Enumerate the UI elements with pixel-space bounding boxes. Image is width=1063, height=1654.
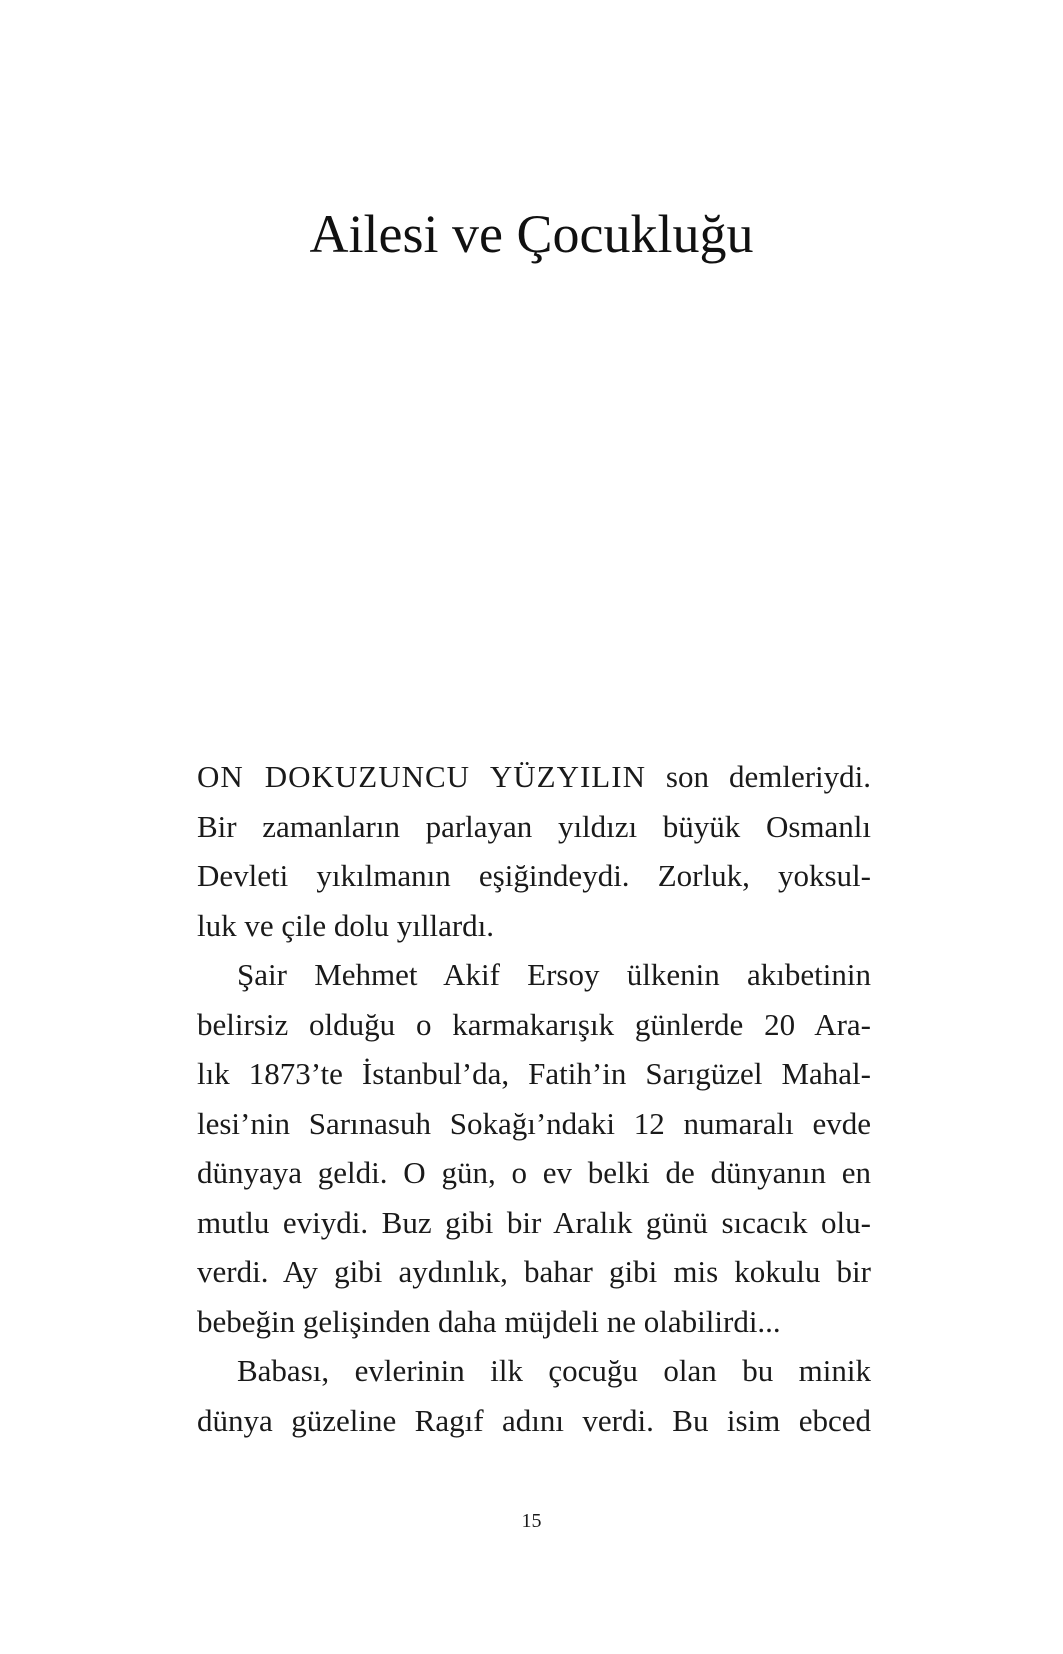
text-line: bebeğin gelişinden daha müjdeli ne olabilirdi... [197, 1303, 781, 1339]
text-line-fragment: son demleriydi. [645, 759, 871, 794]
text-line: lesi’nin Sarınasuh Sokağı’ndaki 12 numaralı evde [197, 1105, 871, 1141]
text-line: Babası, evlerinin ilk çocuğu olan bu minik [237, 1353, 871, 1388]
text-line [197, 752, 871, 802]
opening-small-caps: ON DOKUZUNCU YÜZYILIN [197, 759, 646, 794]
text-line: luk ve çile dolu yıllardı. [197, 907, 495, 943]
paragraph-2 [197, 950, 871, 1346]
paragraph-3 [197, 1346, 871, 1445]
text-line: Şair Mehmet Akif Ersoy ülkenin akıbetinin [237, 957, 871, 992]
text-line: lık 1873’te İstanbul’da, Fatih’in Sarıgüzel Mahal- [197, 1056, 871, 1091]
text-line: verdi. Ay gibi aydınlık, bahar gibi mis kokulu bir [197, 1254, 871, 1289]
text-line: belirsiz olduğu o karmakarışık günlerde 20 Ara- [197, 1006, 871, 1042]
paragraph-1 [197, 752, 871, 950]
chapter-title: Ailesi ve Çocukluğu [309, 204, 754, 264]
text-line: Bir zamanların parlayan yıldızı büyük Osmanlı [197, 808, 871, 844]
text-line: dünya güzeline Ragıf adını verdi. Bu isim ebced [197, 1402, 871, 1438]
text-line: mutlu eviydi. Buz gibi bir Aralık günü sıcacık olu- [197, 1204, 871, 1240]
body-text [197, 752, 871, 1445]
text-line: dünyaya geldi. O gün, o ev belki de dünyanın en [197, 1155, 871, 1190]
page-number: 15 [521, 1510, 542, 1532]
text-line: Devleti yıkılmanın eşiğindeydi. Zorluk, yoksul- [197, 858, 871, 893]
